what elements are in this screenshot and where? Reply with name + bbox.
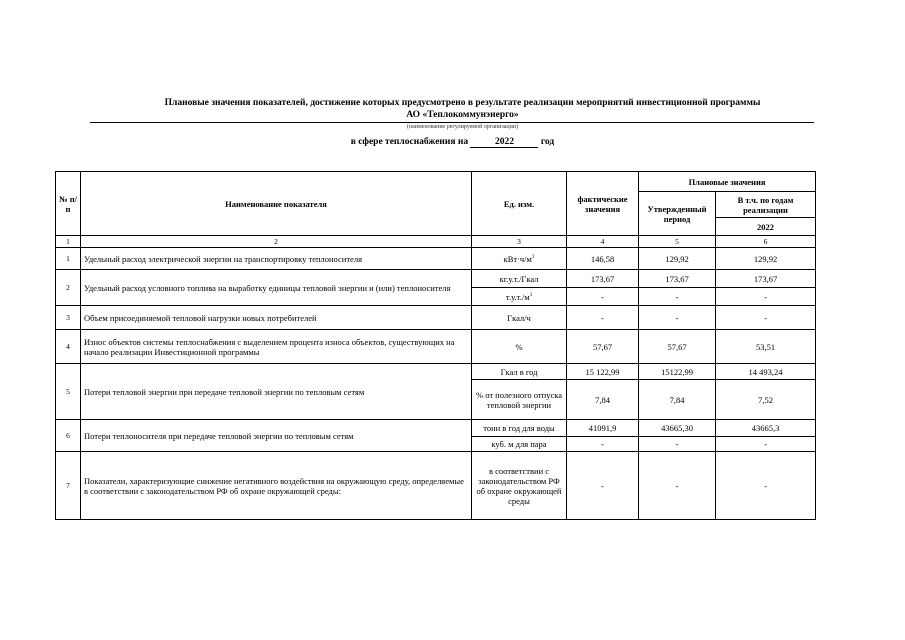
- unit-text: тонн в год для воды: [483, 423, 555, 433]
- index-cell: 4: [567, 236, 639, 248]
- year-value: 53,51: [716, 330, 816, 364]
- unit-superscript: 3: [529, 293, 533, 299]
- actual-value: 15 122,99: [567, 364, 639, 380]
- header-planned: Плановые значения: [639, 172, 816, 192]
- unit-cell: [472, 452, 567, 520]
- index-cell: 5: [639, 236, 716, 248]
- unit-cell: [472, 364, 567, 380]
- index-cell: 1: [56, 236, 81, 248]
- unit-text: т.у.т./м: [505, 291, 530, 302]
- year-value: -: [716, 306, 816, 330]
- actual-value: -: [567, 452, 639, 520]
- table-row: [56, 306, 816, 330]
- row-number: 2: [56, 270, 81, 306]
- unit-text: куб. м для пара: [491, 439, 547, 449]
- unit-cell: [472, 288, 567, 306]
- row-number: 6: [56, 420, 81, 452]
- approved-value: -: [639, 452, 716, 520]
- actual-value: 7,84: [567, 380, 639, 420]
- indicators-table: [55, 171, 816, 520]
- header-actual: фактические значения: [567, 172, 639, 236]
- indicator-name: Потери теплоносителя при передаче тепловой энергии по тепловым сетям: [81, 420, 472, 452]
- year-value: 173,67: [716, 270, 816, 288]
- sphere-line: [0, 137, 905, 148]
- indicator-name: Объем присоединяемой тепловой нагрузки новых потребителей: [81, 306, 472, 330]
- year-value: -: [716, 452, 816, 520]
- unit-text: кг.у.т./Гкал: [499, 273, 539, 284]
- document-title: Плановые значения показателей, достижение которых предусмотрено в результате реализации мероприятий инвестиционной программы: [164, 98, 761, 108]
- table-row: [56, 248, 816, 270]
- year-value: 129,92: [716, 248, 816, 270]
- index-cell: 6: [716, 236, 816, 248]
- organization-name: АО «Теплокоммунэнерго»: [406, 110, 519, 120]
- indicator-name: Износ объектов системы теплоснабжения с выделением процента износа объектов, существующих на начало реализации Инвестиционной программы: [81, 330, 472, 364]
- unit-text: Гкал в год: [500, 366, 538, 377]
- title-underline: [90, 122, 814, 123]
- approved-value: 15122,99: [639, 364, 716, 380]
- unit-cell: [472, 330, 567, 364]
- index-cell: 3: [472, 236, 567, 248]
- sphere-prefix: в сфере теплоснабжения на: [350, 137, 469, 147]
- indicator-name: Показатели, характеризующие снижение негативного воздействия на окружающую среду, определяемые в соответствии с законодательством РФ об охране окружающей среды:: [81, 452, 472, 520]
- approved-value: 57,67: [639, 330, 716, 364]
- row-number: 3: [56, 306, 81, 330]
- approved-value: -: [639, 288, 716, 306]
- year-value: -: [716, 288, 816, 306]
- year-value: 7,52: [716, 380, 816, 420]
- unit-cell: [472, 270, 567, 288]
- indicator-name: Удельный расход условного топлива на выработку единицы тепловой энергии и (или) теплоносителя: [81, 270, 472, 306]
- header-approved: Утвержденный период: [639, 192, 716, 236]
- actual-value: 41091,9: [567, 420, 639, 437]
- approved-value: -: [639, 306, 716, 330]
- approved-value: 173,67: [639, 270, 716, 288]
- unit-text: % от полезного отпуска тепловой энергии: [476, 389, 562, 410]
- year-value: 14 493,24: [716, 364, 816, 380]
- index-cell: 2: [81, 236, 472, 248]
- table-row: [56, 330, 816, 364]
- unit-cell: [472, 306, 567, 330]
- actual-value: 146,58: [567, 248, 639, 270]
- organization-note: (наименование регулируемой организации): [406, 124, 519, 130]
- unit-text: в соответствии с законодательством РФ об охране окружающей среды: [476, 465, 562, 506]
- actual-value: -: [567, 437, 639, 452]
- approved-value: 7,84: [639, 380, 716, 420]
- sphere-year: 2022: [470, 137, 538, 148]
- unit-text: %: [515, 341, 523, 352]
- unit-text: Гкал/ч: [507, 312, 531, 323]
- year-value: 43665,3: [716, 420, 816, 437]
- row-number: 1: [56, 248, 81, 270]
- unit-text: кВт·ч/м: [503, 253, 532, 264]
- index-row: [56, 236, 816, 248]
- header-num: № п/п: [56, 172, 81, 236]
- approved-value: -: [639, 437, 716, 452]
- table-row: [56, 364, 816, 380]
- actual-value: -: [567, 288, 639, 306]
- table-row: [56, 420, 816, 437]
- header-unit: Ед. изм.: [472, 172, 567, 236]
- approved-value: 129,92: [639, 248, 716, 270]
- approved-value: 43665,30: [639, 420, 716, 437]
- header-year: 2022: [716, 218, 816, 236]
- year-value: -: [716, 437, 816, 452]
- unit-cell: [472, 248, 567, 270]
- header-name: Наименование показателя: [81, 172, 472, 236]
- actual-value: 173,67: [567, 270, 639, 288]
- unit-cell: [472, 437, 567, 452]
- unit-superscript: 3: [531, 255, 535, 261]
- row-number: 7: [56, 452, 81, 520]
- row-number: 4: [56, 330, 81, 364]
- actual-value: 57,67: [567, 330, 639, 364]
- header-by-years: В т.ч. по годам реализации: [716, 192, 816, 218]
- actual-value: -: [567, 306, 639, 330]
- unit-cell: [472, 420, 567, 437]
- unit-cell: [472, 380, 567, 420]
- table-row: [56, 452, 816, 520]
- row-number: 5: [56, 364, 81, 420]
- indicator-name: Потери тепловой энергии при передаче тепловой энергии по тепловым сетям: [81, 364, 472, 420]
- table-row: [56, 270, 816, 288]
- indicator-name: Удельный расход электрической энергии на транспортировку теплоносителя: [81, 248, 472, 270]
- sphere-suffix: год: [540, 137, 555, 147]
